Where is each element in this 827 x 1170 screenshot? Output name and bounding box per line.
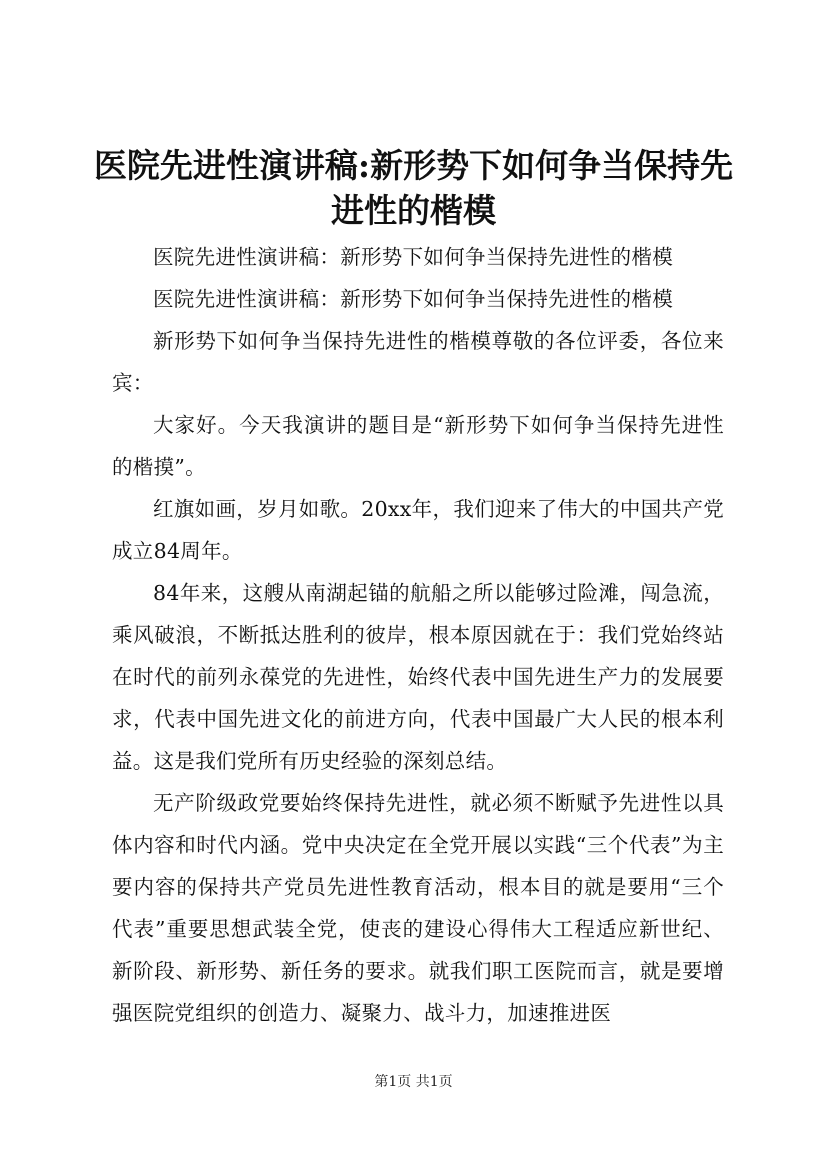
document-body	[112, 236, 724, 1034]
paragraph: 红旗如画，岁月如歌。20xx年，我们迎来了伟大的中国共产党成立84周年。	[112, 497, 724, 563]
paragraph: 84年来，这艘从南湖起锚的航船之所以能够过险滩，闯急流，乘风破浪，不断抵达胜利的彼岸，根本原因就在于：我们党始终站在时代的前列永葆党的先进性，始终代表中国先进生产力的发展要求，代表中国先进文化的前进方向，代表中国最广大人民的根本利益。这是我们党所有历史经验的深刻总结。	[112, 581, 724, 773]
paragraph: 新形势下如何争当保持先进性的楷模尊敬的各位评委，各位来宾：	[112, 329, 724, 395]
document-title	[90, 143, 737, 233]
title-line-1: 医院先进性演讲稿:新形势下如何争当保持先	[93, 146, 734, 185]
title-line-2: 进性的楷模	[331, 191, 496, 230]
paragraph: 医院先进性演讲稿：新形势下如何争当保持先进性的楷模	[153, 287, 673, 311]
paragraph: 无产阶级政党要始终保持先进性，就必须不断赋予先进性以具体内容和时代内涵。党中央决定在全党开展以实践“三个代表”为主要内容的保持共产党员先进性教育活动，根本目的就是要用“三个代表”重要思想武装全党，使丧的建设心得伟大工程适应新世纪、新阶段、新形势、新任务的要求。就我们职工医院而言，就是要增强医院党组织的创造力、凝聚力、战斗力，加速推进医	[112, 791, 724, 1025]
paragraph: 医院先进性演讲稿：新形势下如何争当保持先进性的楷模	[153, 245, 673, 269]
page-footer	[0, 1073, 827, 1091]
page-number-label: 第1页 共1页	[374, 1074, 453, 1090]
paragraph: 大家好。今天我演讲的题目是“新形势下如何争当保持先进性的楷摸”。	[112, 413, 724, 479]
